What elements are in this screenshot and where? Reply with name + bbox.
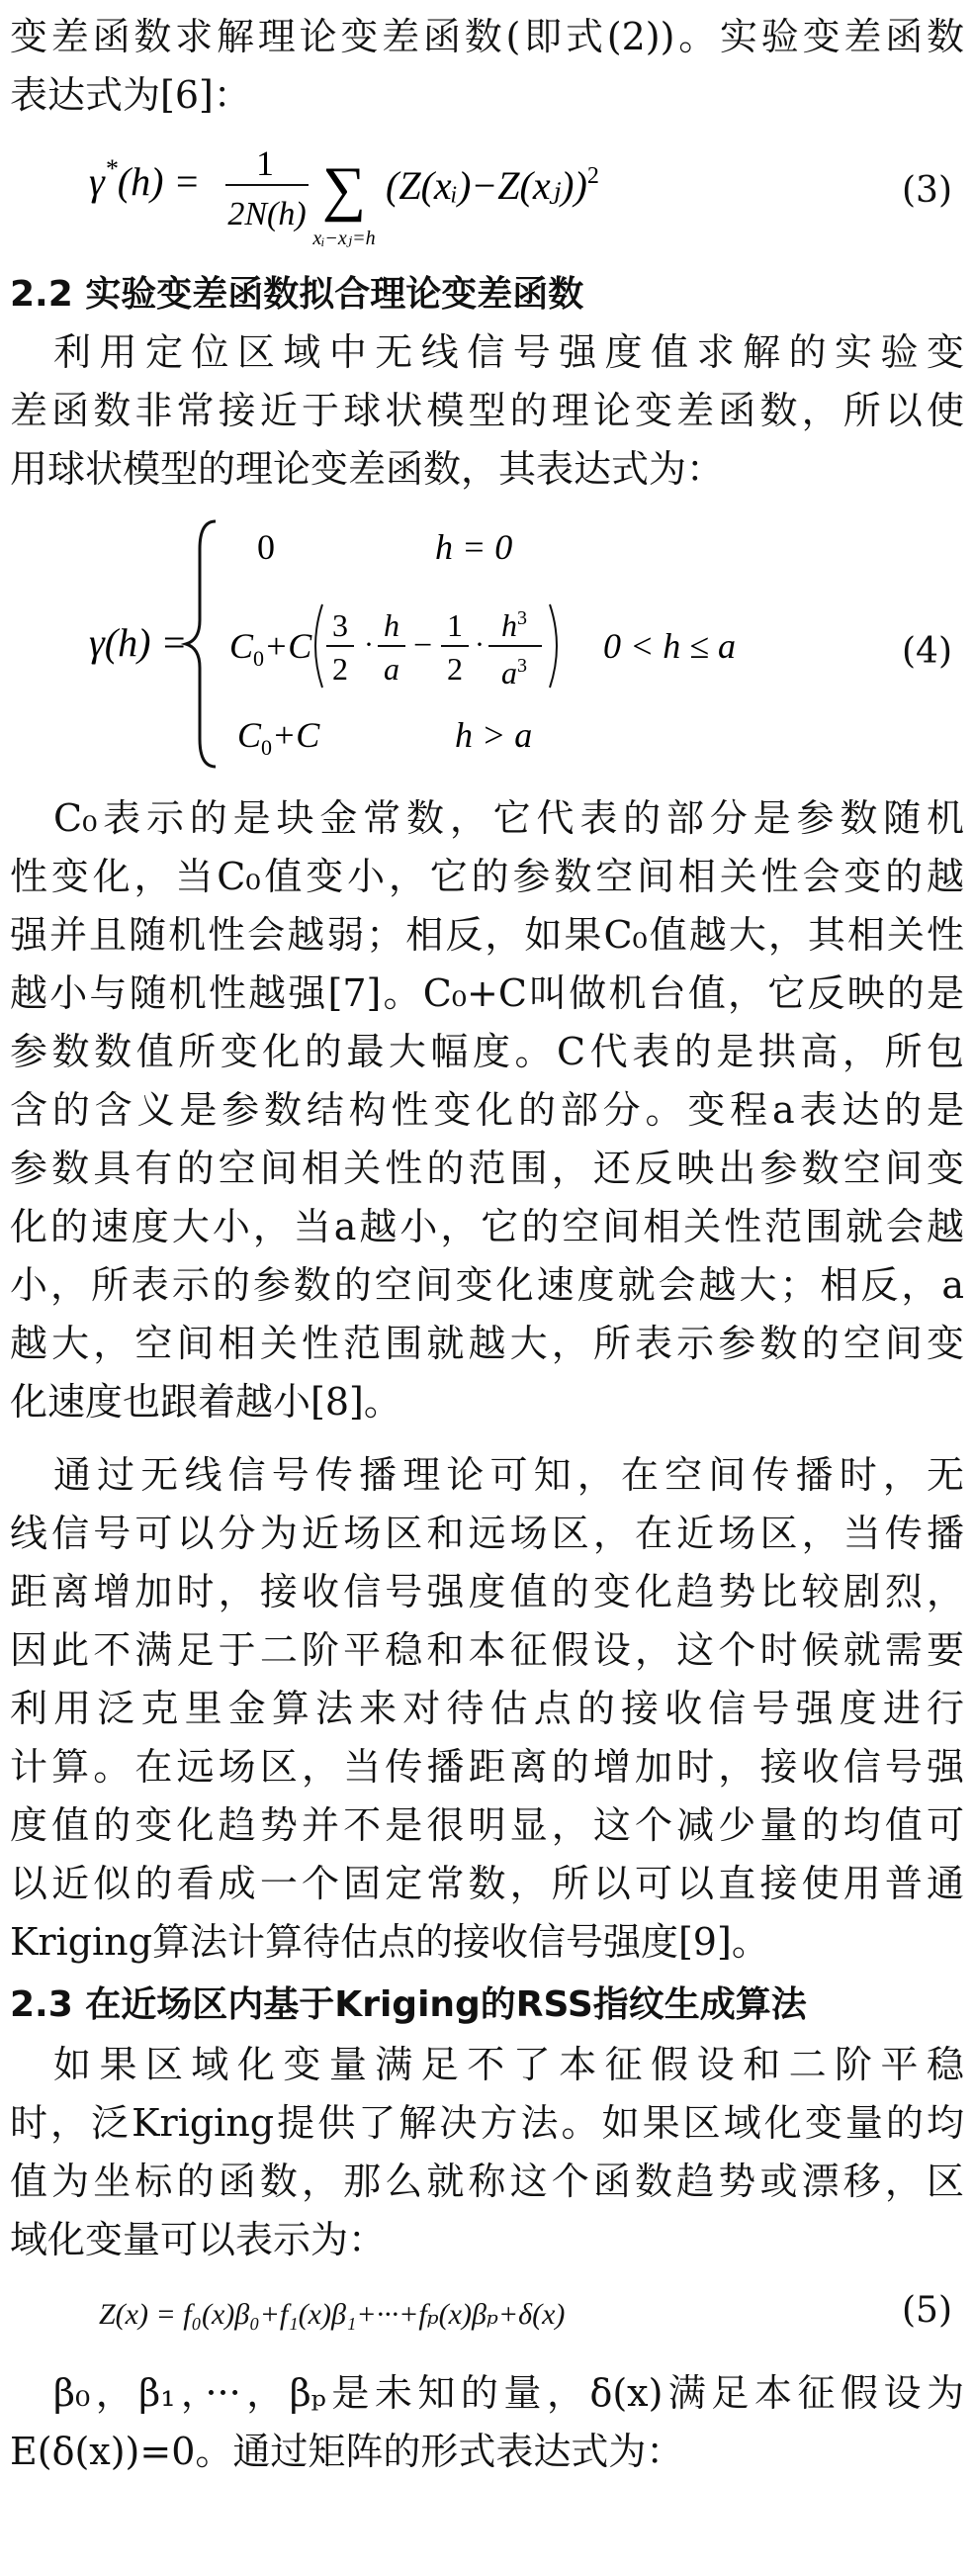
equation-number: (3) xyxy=(902,170,952,211)
svg-text:2: 2 xyxy=(447,651,463,687)
eq4-lhs: γ(h) = xyxy=(89,620,188,665)
svg-text:3: 3 xyxy=(332,607,348,643)
text-line: 性变化，当C₀值变小，它的参数空间相关性会变的越 xyxy=(10,855,964,898)
text-line: 计算。在远场区，当传播距离的增加时，接收信号强 xyxy=(10,1745,964,1789)
text-line: 度值的变化趋势并不是很明显，这个减少量的均值可 xyxy=(10,1803,964,1847)
section-heading: 2.2 实验变差函数拟合理论变差函数 xyxy=(10,274,584,315)
eq4-case3-value: $C_0+C$ xyxy=(237,715,320,760)
text-line: 变差函数求解理论变差函数(即式(2))。实验变差函数 xyxy=(10,15,964,58)
svg-text:·: · xyxy=(475,628,485,661)
svg-text:a3: $a^3$ xyxy=(501,655,527,690)
text-line xyxy=(10,66,964,125)
text-line: 化的速度大小，当a越小，它的空间相关性范围就会越 xyxy=(10,1205,964,1248)
text-line: 距离增加时，接收信号强度值的变化趋势比较剧烈， xyxy=(10,1570,964,1613)
equation-number: (4) xyxy=(902,631,952,672)
text-line: 用球状模型的理论变差函数，其表达式为： xyxy=(10,447,725,491)
text-line: 通过无线信号传播理论可知，在空间传播时，无 xyxy=(53,1453,964,1497)
text-line: 利用泛克里金算法来对待估点的接收信号强度进行 xyxy=(10,1687,964,1730)
eq4-case3-condition: h > a xyxy=(455,715,533,755)
equation-5: Z(x) = f₀(x)β₀+f₁(x)β₁+···+fₚ(x)βₚ+δ(x) xyxy=(99,2298,566,2331)
text-line: E(δ(x))=0。通过矩阵的形式表达式为： xyxy=(10,2430,684,2473)
svg-text:h3: $h^3$ xyxy=(501,607,527,643)
svg-text:1: 1 xyxy=(447,607,463,643)
eq4-case2-value: $C_0+C$ xyxy=(229,626,312,671)
text-line: 因此不满足于二阶平稳和本征假设，这个时候就需要 xyxy=(10,1628,964,1672)
text-content: 表达式为[6]： xyxy=(10,73,251,117)
text-line: Kriging算法计算待估点的接收信号强度[9]。 xyxy=(10,1920,769,1964)
equation-number: (5) xyxy=(902,2290,952,2331)
text-line: 域化变量可以表示为： xyxy=(10,2218,387,2261)
text-line: 越小与随机性越强[7]。C₀+C叫做机台值，它反映的是 xyxy=(10,971,964,1015)
eq4-case2-condition: 0 < h ≤ a xyxy=(603,626,737,666)
text-line: 含的含义是参数结构性变化的部分。变程a表达的是 xyxy=(10,1088,964,1132)
text-line: 参数数值所变化的最大幅度。C代表的是拱高，所包 xyxy=(10,1030,964,1073)
eq3-denominator: 2N(h) xyxy=(227,196,307,232)
text-line: 化速度也跟着越小[8]。 xyxy=(10,1380,401,1424)
text-line: 越大，空间相关性范围就越大，所表示参数的空间变 xyxy=(10,1322,964,1365)
text-line: 值为坐标的函数，那么就称这个函数趋势或漂移，区 xyxy=(10,2160,964,2203)
text-line: 参数具有的空间相关性的范围，还反映出参数空间变 xyxy=(10,1147,964,1190)
equation-3 xyxy=(89,134,643,252)
eq3-sum-index: xᵢ−xⱼ=h xyxy=(312,228,376,249)
svg-text:2: 2 xyxy=(332,651,348,687)
svg-text:h: h xyxy=(384,607,399,643)
text-line: 以近似的看成一个固定常数，所以可以直接使用普通 xyxy=(10,1862,964,1905)
text-line: 强并且随机性会越弱；相反，如果C₀值越大，其相关性 xyxy=(10,913,964,957)
text-line: C₀表示的是块金常数，它代表的部分是参数随机 xyxy=(53,796,964,840)
text-line: 利用定位区域中无线信号强度值求解的实验变 xyxy=(53,330,964,374)
eq4-case1-condition: h = 0 xyxy=(435,527,513,567)
text-line: 时，泛Kriging提供了解决方法。如果区域化变量的均 xyxy=(10,2101,964,2145)
section-heading: 2.3 在近场区内基于Kriging的RSS指纹生成算法 xyxy=(10,1984,807,2025)
text-line: β₀，β₁，···，βₚ是未知的量，δ(x)满足本征假设为 xyxy=(53,2371,964,2415)
svg-text:·: · xyxy=(364,628,374,661)
eq3-numerator: 1 xyxy=(256,143,274,183)
eq4-case1-value: 0 xyxy=(257,527,275,567)
eq3-body: (Z(xᵢ)−Z(xⱼ))$^2$ xyxy=(386,163,599,208)
text-line: 线信号可以分为近场区和远场区，在近场区，当传播 xyxy=(10,1512,964,1555)
text-line: 小，所表示的参数的空间变化速度就会越大；相反，a xyxy=(10,1263,964,1307)
eq3-lhs: γ*(h) = xyxy=(89,154,201,204)
svg-text:−: − xyxy=(413,627,433,664)
text-line: 差函数非常接近于球状模型的理论变差函数，所以使 xyxy=(10,389,964,432)
svg-text:a: a xyxy=(384,651,399,687)
text-line: 如果区域化变量满足不了本征假设和二阶平稳 xyxy=(53,2043,964,2086)
eq3-sum-sign: ∑ xyxy=(321,155,367,223)
equation-4 xyxy=(89,509,761,777)
